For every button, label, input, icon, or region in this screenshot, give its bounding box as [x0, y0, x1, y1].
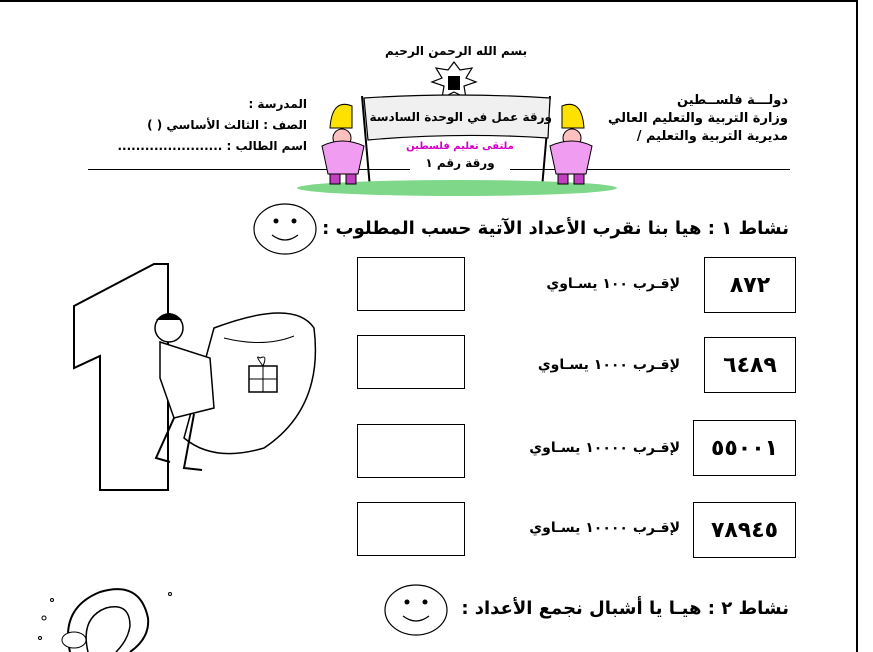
directorate-name: مديرية التربية والتعليم / [636, 129, 788, 144]
round-label-3: لإقـرب ١٠٠٠٠ يسـاوي [529, 440, 680, 456]
country-name: دولـــة فلســطين [677, 93, 788, 108]
number-box-2: ٦٤٨٩ [704, 337, 796, 393]
number-one-illustration [64, 258, 334, 508]
smiley-icon [252, 201, 318, 257]
basmala: بسم الله الرحمن الرحيم [385, 44, 528, 58]
round-label-1: لإقـرب ١٠٠ يسـاوي [546, 276, 680, 292]
class-label: الصف : الثالث الأساسي ( ) [147, 118, 307, 132]
number-box-3: ٥٥٠٠١ [693, 420, 796, 476]
header-left [92, 94, 307, 157]
page-border-right [856, 0, 858, 652]
answer-box-1[interactable] [357, 257, 465, 311]
sheet-number: ورقة رقم ١ [410, 156, 510, 170]
answer-box-3[interactable] [357, 424, 465, 478]
round-label-2: لإقـرب ١٠٠٠ يسـاوي [537, 357, 680, 373]
answer-box-4[interactable] [357, 502, 465, 556]
header-right [608, 92, 788, 146]
number-box-1: ٨٧٢ [704, 257, 796, 313]
number-box-4: ٧٨٩٤٥ [693, 502, 796, 558]
school-label: المدرسة : [248, 97, 307, 111]
student-name-label: اسم الطالب : ....................... [117, 139, 307, 153]
activity1-title: نشاط ١ : هيا بنا نقرب الأعداد الآتية حسب المطلوب : [322, 218, 789, 239]
ministry-name: وزارة التربية والتعليم العالي [607, 111, 788, 126]
smiley-icon [383, 582, 449, 638]
round-label-4: لإقـرب ١٠٠٠٠ يسـاوي [529, 520, 680, 536]
answer-box-2[interactable] [357, 335, 465, 389]
activity2-title: نشاط ٢ : هيـا يا أشبال نجمع الأعداد : [461, 598, 789, 619]
banner-title: ورقة عمل في الوحدة السادسة [369, 110, 552, 124]
number-two-illustration [30, 578, 180, 652]
page-border-top [0, 0, 858, 2]
banner-subtitle: ملتقى تعليم فلسطين [406, 141, 514, 152]
